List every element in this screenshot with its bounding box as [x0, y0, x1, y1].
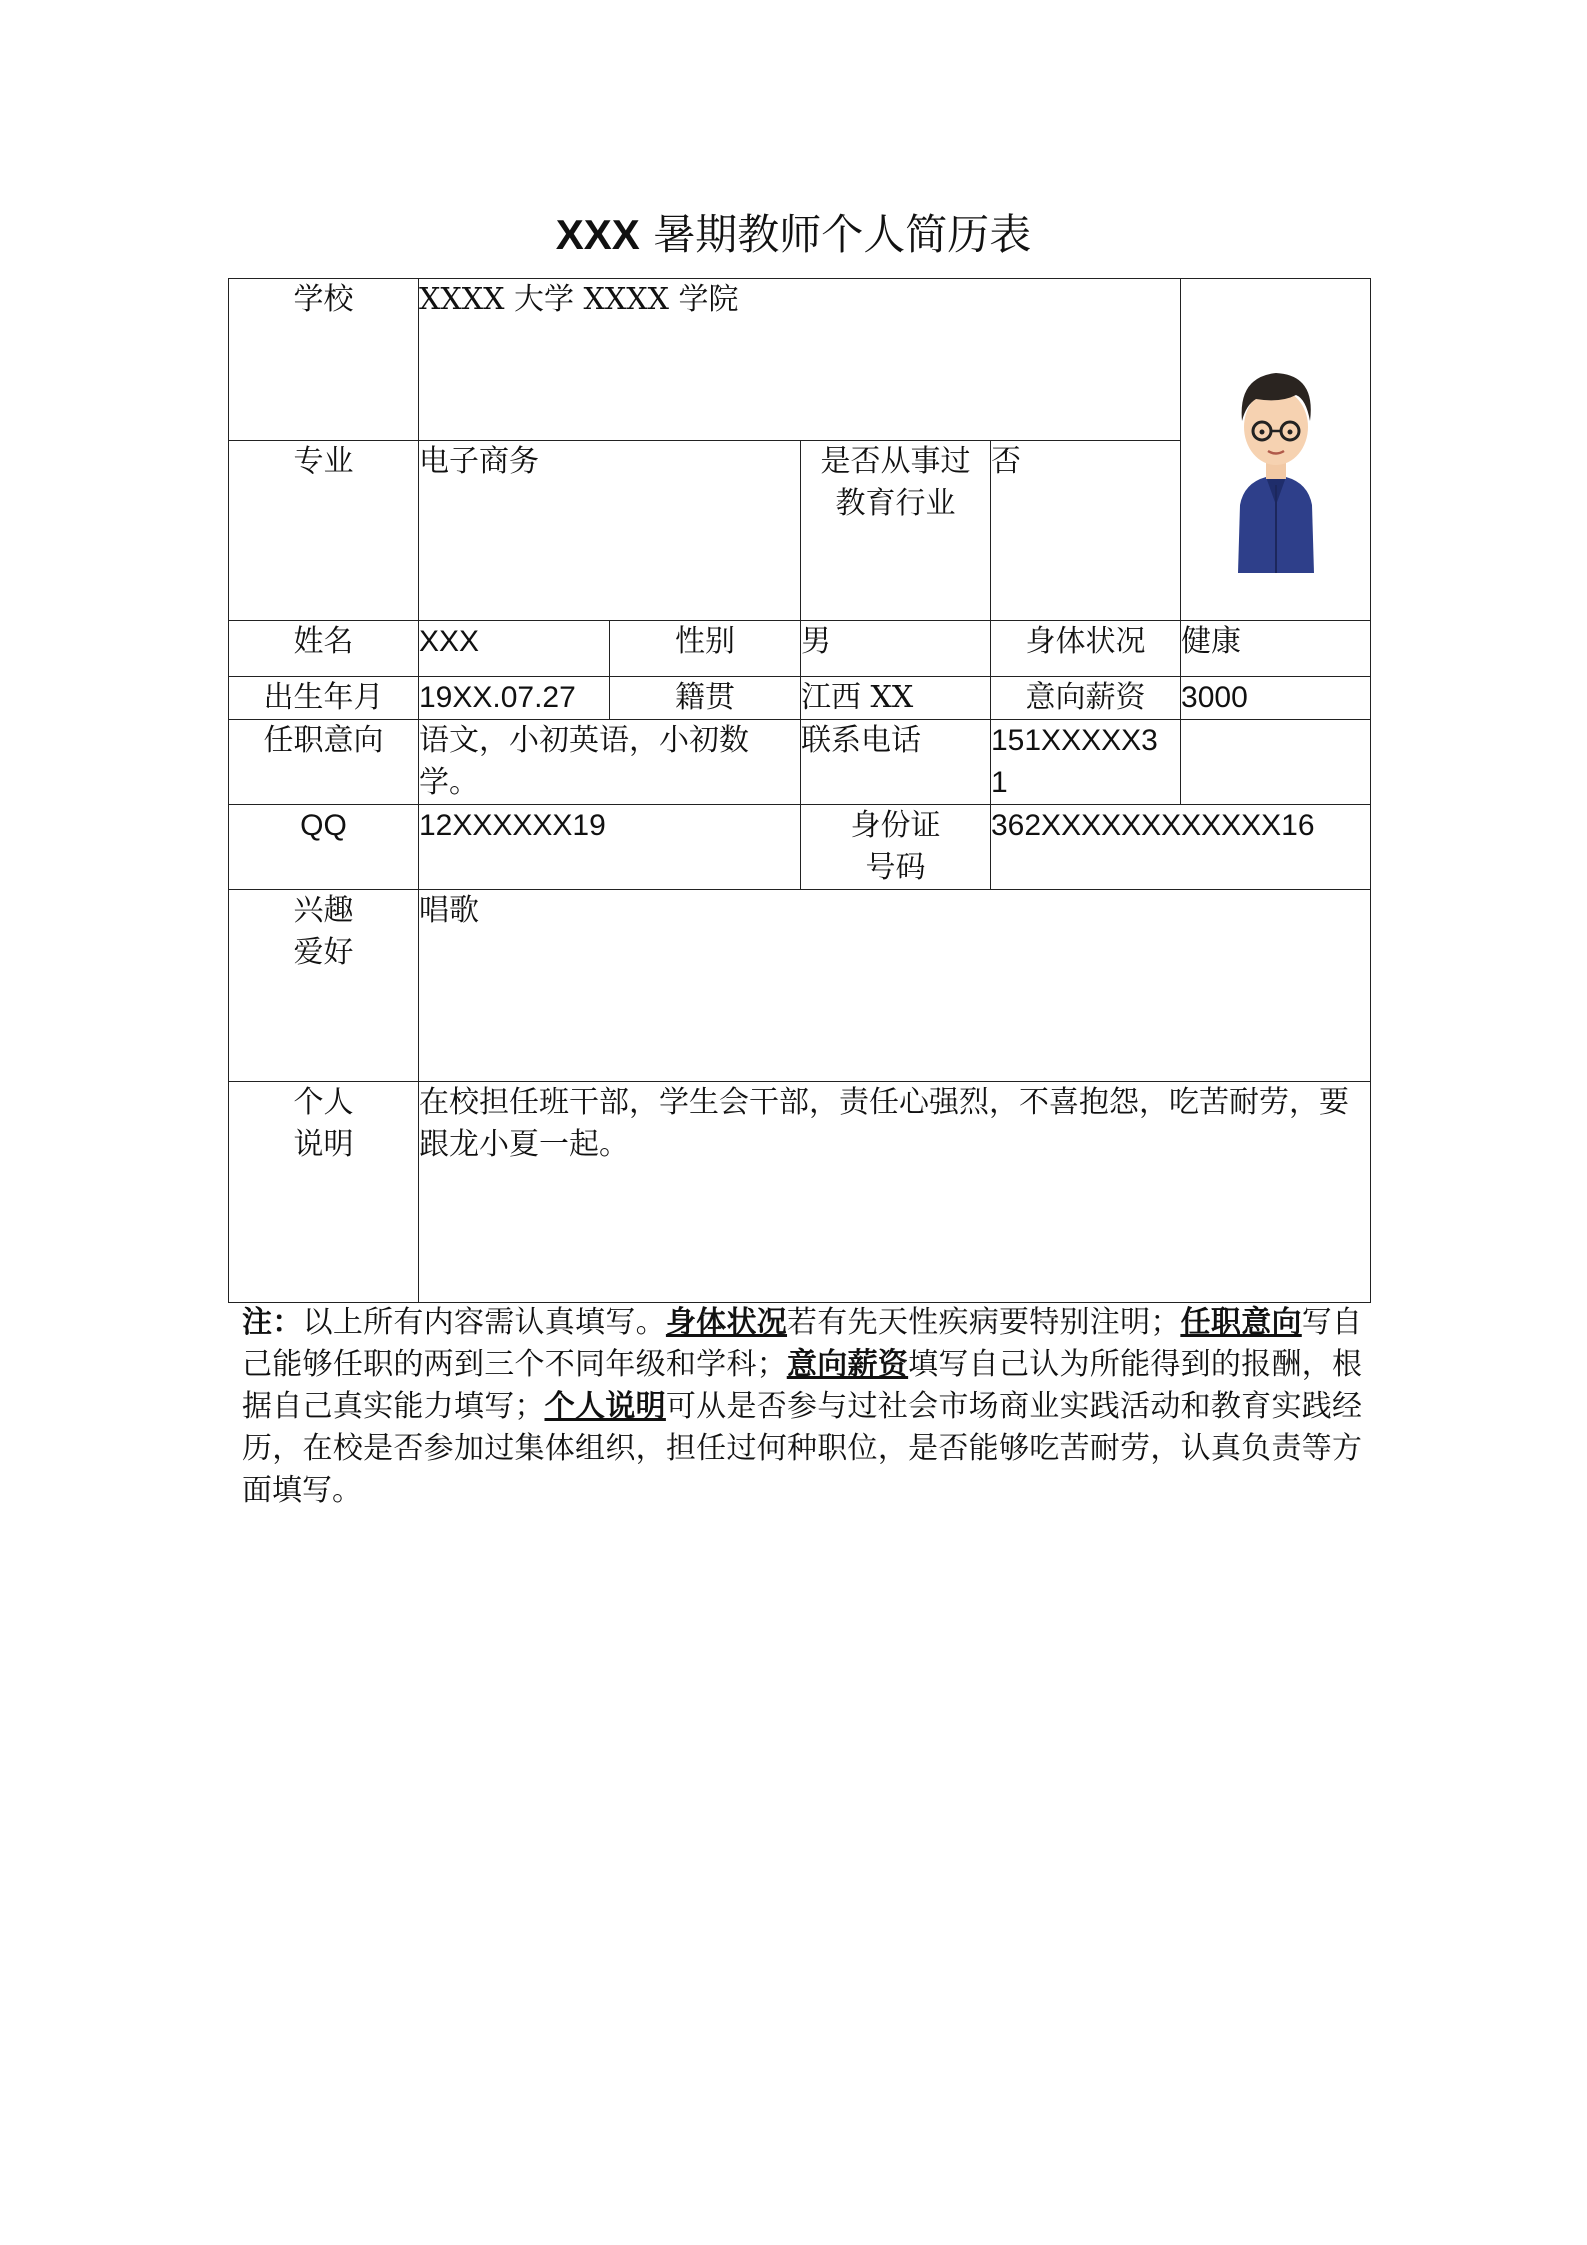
avatar — [1226, 355, 1326, 575]
qq-value[interactable]: 12XXXXXX19 — [419, 805, 801, 890]
birth-label: 出生年月 — [229, 677, 419, 720]
native-label: 籍贯 — [610, 677, 801, 720]
phone-label: 联系电话 — [801, 720, 991, 805]
major-value[interactable]: 电子商务 — [419, 441, 801, 621]
note-prefix: 注： — [242, 1305, 303, 1340]
title-latin: XXX — [555, 211, 640, 258]
note-text-2: 若有先天性疾病要特别注明； — [787, 1305, 1181, 1340]
major-label: 专业 — [229, 441, 419, 621]
gender-value[interactable]: 男 — [801, 621, 991, 677]
note-text-3: 写自己能够任职的两到三个不同年级和学科； — [242, 1305, 1363, 1382]
id-label: 身份证号码 — [801, 805, 991, 890]
edu-experience-label: 是否从事过教育行业 — [801, 441, 991, 621]
page-title — [0, 205, 1587, 265]
school-label: 学校 — [229, 279, 419, 441]
qq-label: QQ — [229, 805, 419, 890]
note-key-salary: 意向薪资 — [786, 1347, 909, 1382]
note-key-health: 身体状况 — [665, 1305, 788, 1340]
health-label: 身体状况 — [991, 621, 1181, 677]
note-text-5: 可从是否参与过社会市场商业实践活动和教育实践经历，在校是否参加过集体组织，担任过何种职位，是否能够吃苦耐劳，认真负责等方面填写。 — [242, 1389, 1363, 1508]
health-value[interactable]: 健康 — [1181, 621, 1371, 677]
position-value[interactable]: 语文，小初英语，小初数学。 — [419, 720, 801, 805]
gender-label: 性别 — [610, 621, 801, 677]
hobby-value[interactable]: 唱歌 — [419, 890, 1371, 1082]
resume-form — [228, 278, 1371, 1303]
footnote — [242, 1302, 1362, 1512]
birth-value[interactable]: 19XX.07.27 — [419, 677, 610, 720]
school-value[interactable]: XXXX 大学 XXXX 学院 — [419, 279, 1181, 441]
native-value[interactable]: 江西 XX — [801, 677, 991, 720]
statement-value[interactable]: 在校担任班干部，学生会干部，责任心强烈，不喜抱怨，吃苦耐劳，要跟龙小夏一起。 — [419, 1082, 1371, 1303]
edu-experience-value[interactable]: 否 — [991, 441, 1181, 621]
position-label: 任职意向 — [229, 720, 419, 805]
note-key-position: 任职意向 — [1180, 1305, 1302, 1340]
salary-label: 意向薪资 — [991, 677, 1181, 720]
id-value[interactable]: 362XXXXXXXXXXXX16 — [991, 805, 1371, 890]
note-key-statement: 个人说明 — [544, 1389, 666, 1424]
phone-value[interactable]: 151XXXXX31 — [991, 720, 1181, 805]
note-text-1: 以上所有内容需认真填写。 — [302, 1305, 666, 1340]
statement-label: 个人说明 — [229, 1082, 419, 1303]
empty-cell — [1181, 720, 1371, 805]
photo-cell[interactable] — [1181, 279, 1371, 621]
title-cn: 暑期教师个人简历表 — [653, 210, 1032, 259]
hobby-label: 兴趣爱好 — [229, 890, 419, 1082]
salary-value[interactable]: 3000 — [1181, 677, 1371, 720]
name-value[interactable]: XXX — [419, 621, 610, 677]
name-label: 姓名 — [229, 621, 419, 677]
note-text-4: 填写自己认为所能得到的报酬，根据自己真实能力填写； — [242, 1347, 1363, 1424]
